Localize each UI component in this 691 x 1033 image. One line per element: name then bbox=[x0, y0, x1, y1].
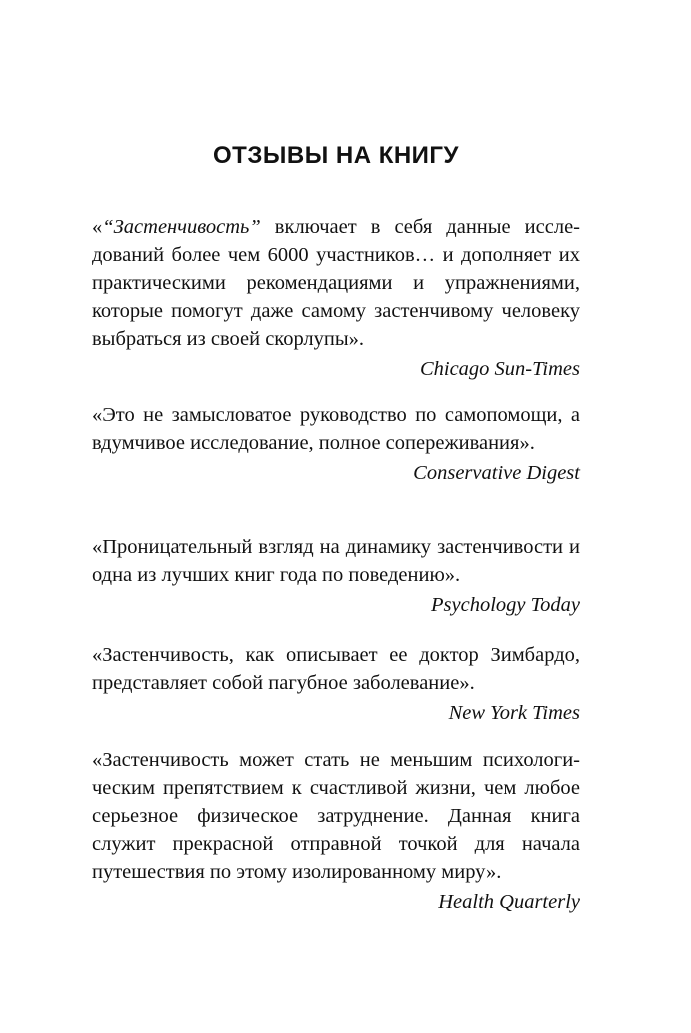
review-quote: «Это не замысловатое руководство по самопомощи, а вдумчивое исследование, полное сопереживания». bbox=[92, 404, 580, 454]
page-title: ОТЗЫВЫ НА КНИГУ bbox=[213, 142, 459, 169]
review-quote: «Застенчивость, как описывает ее доктор Зимбардо, представляет собой пагубное заболевание». bbox=[92, 644, 580, 694]
review-conservative-digest bbox=[92, 401, 580, 487]
quote-text: включает в себя данные исследований более чем 6000 участников… и дополняет их практическими рекомендациями и упражнениями, которые помогут даже самому застенчивому человеку выбраться из своей скорлупы». bbox=[92, 216, 580, 350]
review-source: Chicago Sun-Times bbox=[419, 358, 580, 380]
review-source: Health Quarterly bbox=[438, 891, 580, 913]
review-quote bbox=[92, 213, 580, 353]
review-quote: «Проницательный взгляд на динамику застенчивости и одна из лучших книг года по поведению». bbox=[92, 536, 580, 586]
review-psychology-today bbox=[92, 533, 580, 619]
book-title-italic: “Застенчивость” bbox=[102, 216, 261, 238]
review-source: Psychology Today bbox=[431, 594, 580, 616]
review-new-york-times bbox=[92, 641, 580, 727]
review-source: New York Times bbox=[448, 702, 580, 724]
review-quote: «Застенчивость может стать не меньшим психологическим препятствием к счастливой жизни, чем любое серьезное физическое затруднение. Данная книга служит прекрасной отправной точкой для начала путешествия по этому изолированному миру». bbox=[92, 749, 580, 883]
review-health-quarterly bbox=[92, 746, 580, 916]
review-chicago-sun-times bbox=[92, 213, 580, 383]
book-page bbox=[92, 0, 580, 1033]
review-source: Conservative Digest bbox=[413, 462, 580, 484]
quote-open-mark: « bbox=[92, 216, 103, 238]
